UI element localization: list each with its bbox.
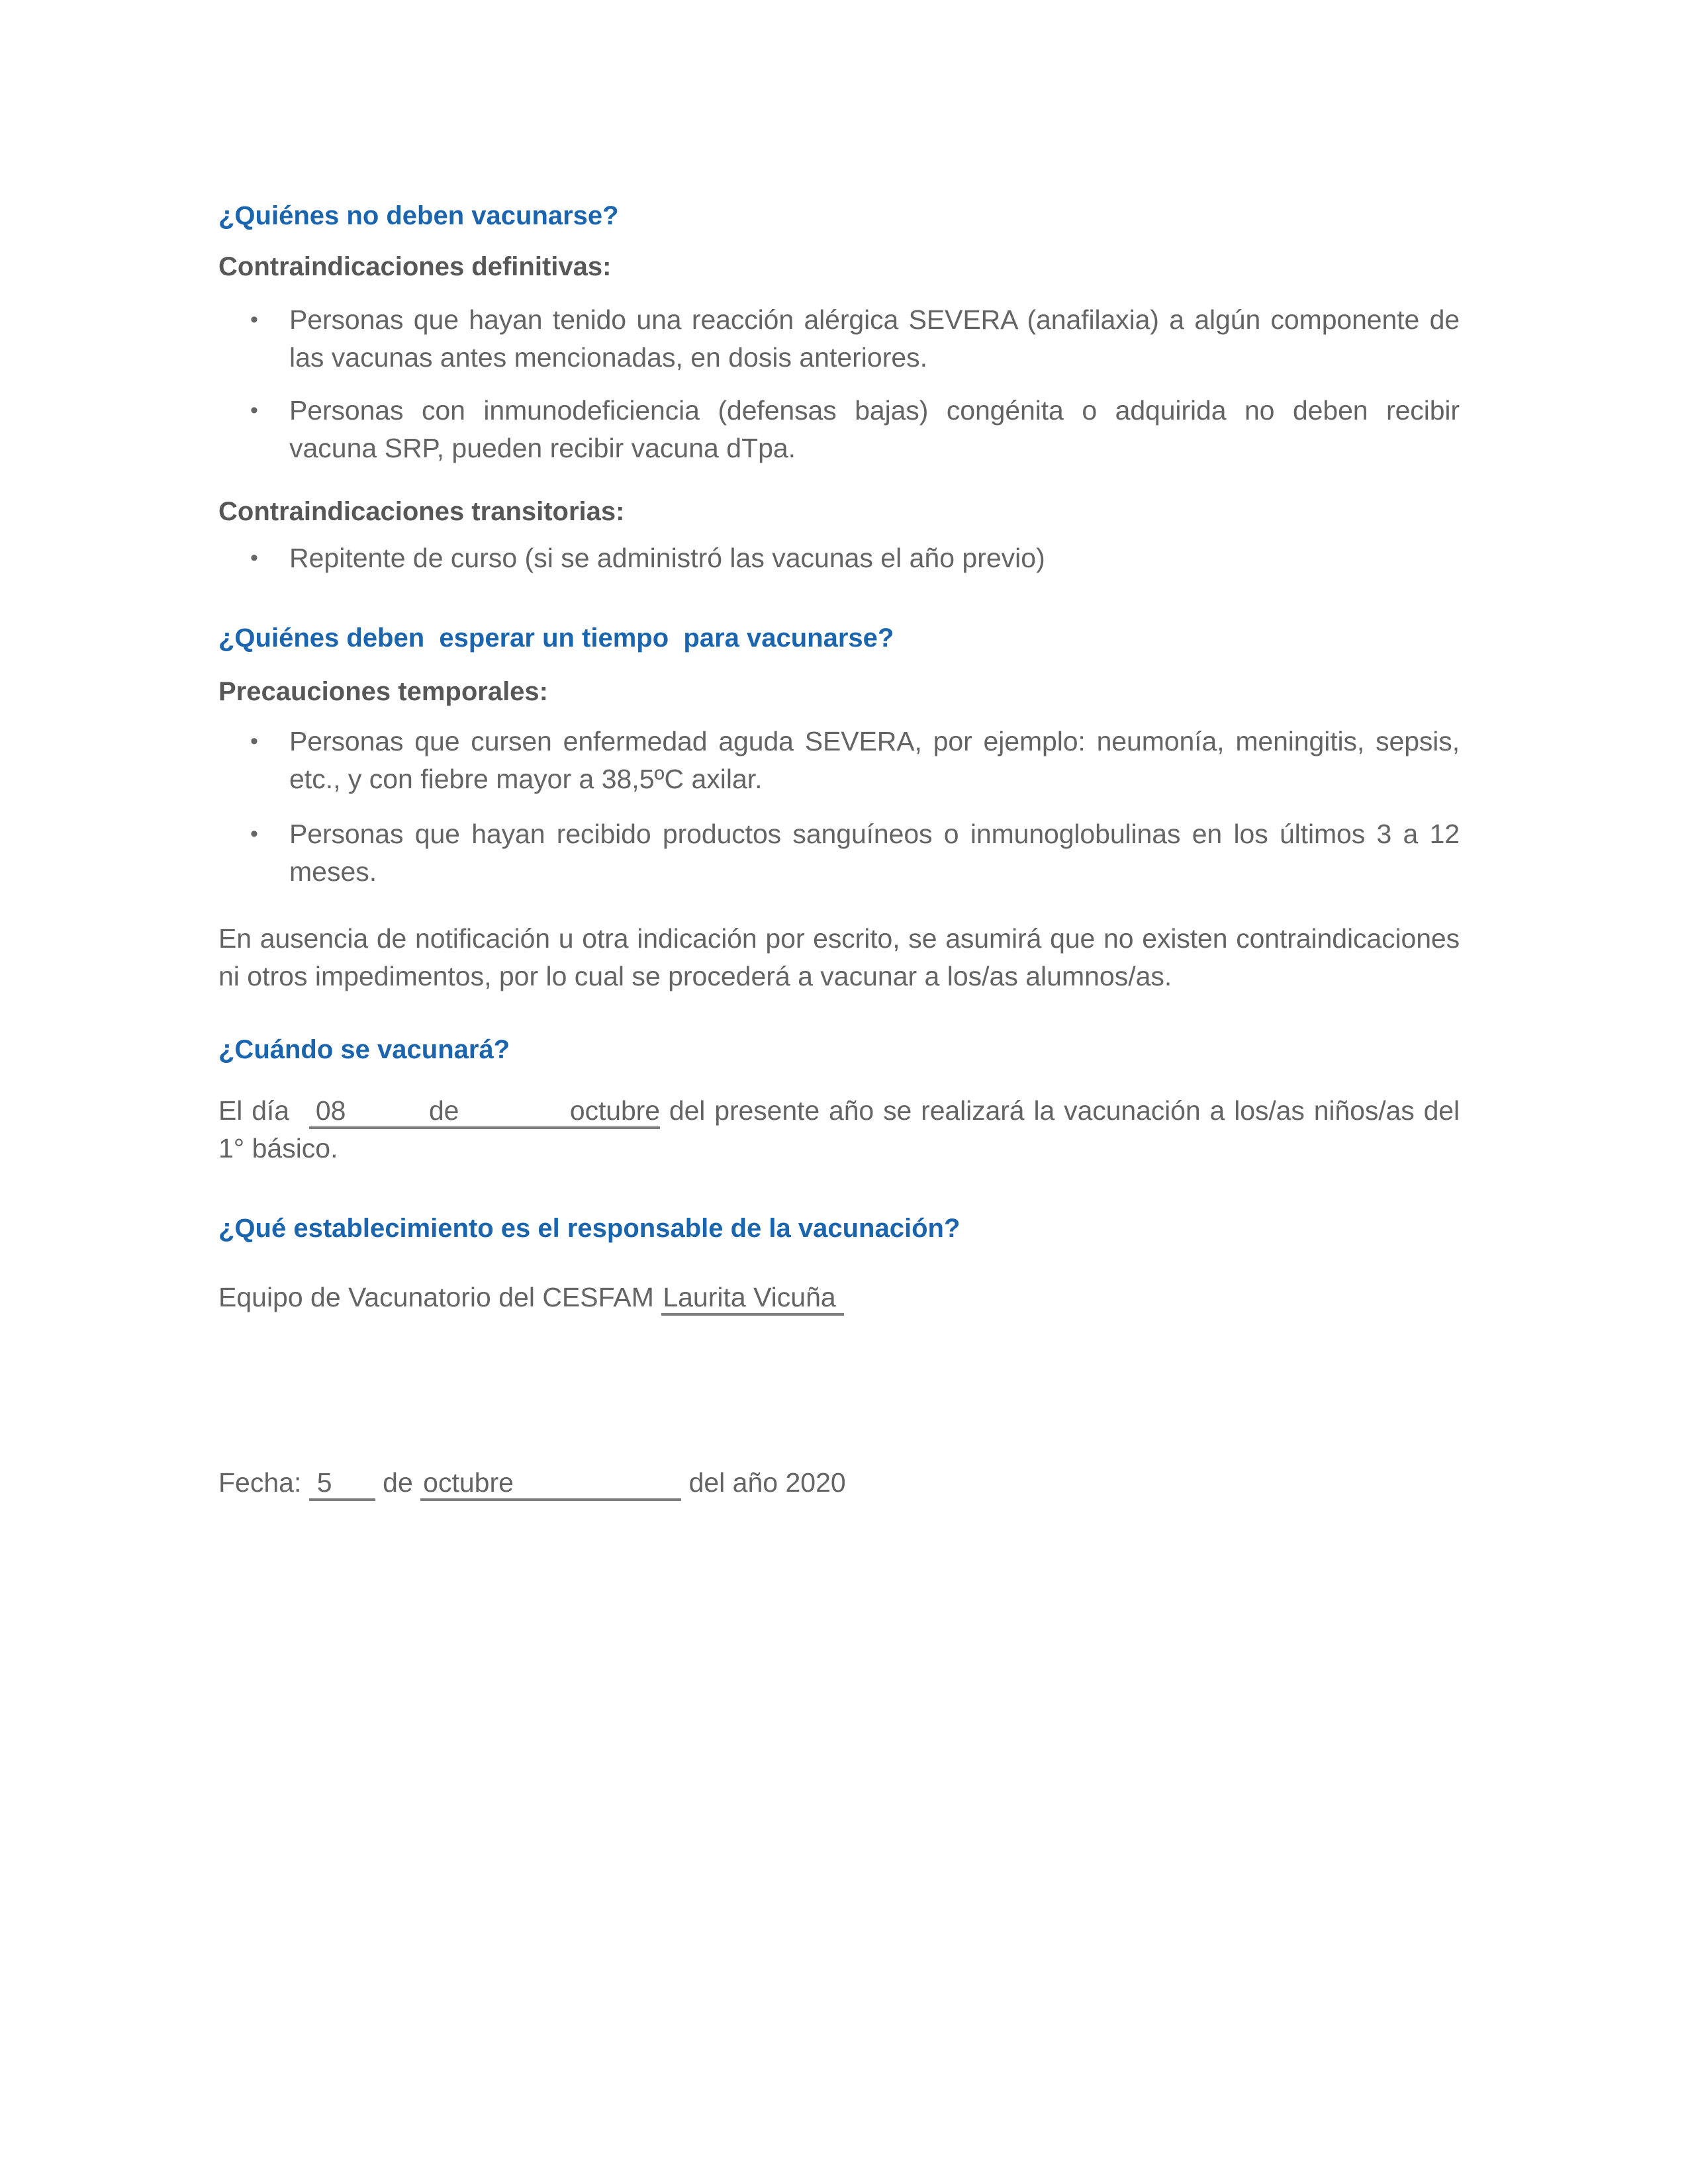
heading-cuando-se-vacunara: ¿Cuándo se vacunará? — [218, 1035, 510, 1064]
bullet-icon: • — [250, 821, 258, 846]
dia-line — [218, 1092, 1460, 1130]
subheading-contraindicaciones-transitorias: Contraindicaciones transitorias: — [218, 497, 625, 526]
bullet-productos-sanguineos — [218, 815, 1460, 891]
fecha-suffix: del año 2020 — [688, 1467, 846, 1498]
fecha-mid: de — [383, 1467, 413, 1498]
fecha-month-field: octubre — [420, 1467, 681, 1501]
dia-suffix: del presente año se realizará la vacunación a los/as niños/as del — [669, 1095, 1460, 1126]
paragraph-line: ni otros impedimentos, por lo cual se procederá a vacunar a los/as alumnos/as. — [218, 961, 1172, 991]
heading-establecimiento-responsable: ¿Qué establecimiento es el responsable de la vacunación? — [218, 1214, 961, 1243]
bullet-line: las vacunas antes mencionadas, en dosis anteriores. — [289, 342, 928, 373]
paragraph-ausencia-notificacion — [218, 920, 1460, 995]
bullet-line: vacuna SRP, pueden recibir vacuna dTpa. — [289, 433, 796, 463]
bullet-line: Personas que hayan recibido productos sanguíneos o inmunoglobulinas en los últimos 3 a 12 — [289, 819, 1460, 849]
bullet-line: Personas que hayan tenido una reacción alérgica SEVERA (anafilaxia) a algún componente de — [289, 304, 1460, 335]
bullet-text — [289, 723, 1460, 798]
equipo-fill-field: Laurita Vicuña — [661, 1281, 843, 1316]
bullet-line: Personas con inmunodeficiencia (defensas bajas) congénita o adquirida no deben recibir — [289, 395, 1460, 426]
paragraph-line: En ausencia de notificación u otra indicación por escrito, se asumirá que no existen contraindicaciones — [218, 923, 1460, 954]
bullet-icon: • — [250, 398, 258, 423]
subheading-contraindicaciones-definitivas: Contraindicaciones definitivas: — [218, 252, 612, 281]
bullet-icon: • — [250, 307, 258, 332]
fecha-day-field: 5 — [309, 1467, 375, 1501]
dia-line-2: 1° básico. — [218, 1133, 338, 1163]
bullet-text — [289, 815, 1460, 891]
dia-fill-field: 08 de octubre — [309, 1095, 660, 1129]
bullet-line: Repitente de curso (si se administró las vacunas el año previo) — [289, 543, 1045, 573]
fecha-label: Fecha: — [218, 1467, 302, 1498]
fecha-line — [218, 1464, 1460, 1502]
bullet-reaccion-alergica — [218, 301, 1460, 377]
heading-quienes-deben-esperar: ¿Quiénes deben esperar un tiempo para vacunarse? — [218, 623, 894, 653]
equipo-prefix: Equipo de Vacunatorio del CESFAM — [218, 1282, 654, 1312]
bullet-repitente — [218, 539, 1460, 577]
bullet-enfermedad-aguda — [218, 723, 1460, 798]
bullet-line: Personas que cursen enfermedad aguda SEVERA, por ejemplo: neumonía, meningitis, sepsis, — [289, 726, 1460, 756]
bullet-icon: • — [250, 545, 258, 570]
paragraph-fecha-vacunacion — [218, 1092, 1460, 1167]
dia-prefix: El día — [218, 1095, 289, 1126]
bullet-line: meses. — [289, 856, 377, 887]
subheading-precauciones-temporales: Precauciones temporales: — [218, 677, 548, 706]
bullet-text — [289, 392, 1460, 467]
bullet-line: etc., y con fiebre mayor a 38,5ºC axilar. — [289, 764, 763, 794]
bullet-icon: • — [250, 729, 258, 754]
bullet-text — [289, 539, 1460, 577]
equipo-line — [218, 1279, 1460, 1316]
bullet-inmunodeficiencia — [218, 392, 1460, 467]
bullet-text — [289, 301, 1460, 377]
heading-quienes-no-deben-vacunarse: ¿Quiénes no deben vacunarse? — [218, 201, 619, 230]
